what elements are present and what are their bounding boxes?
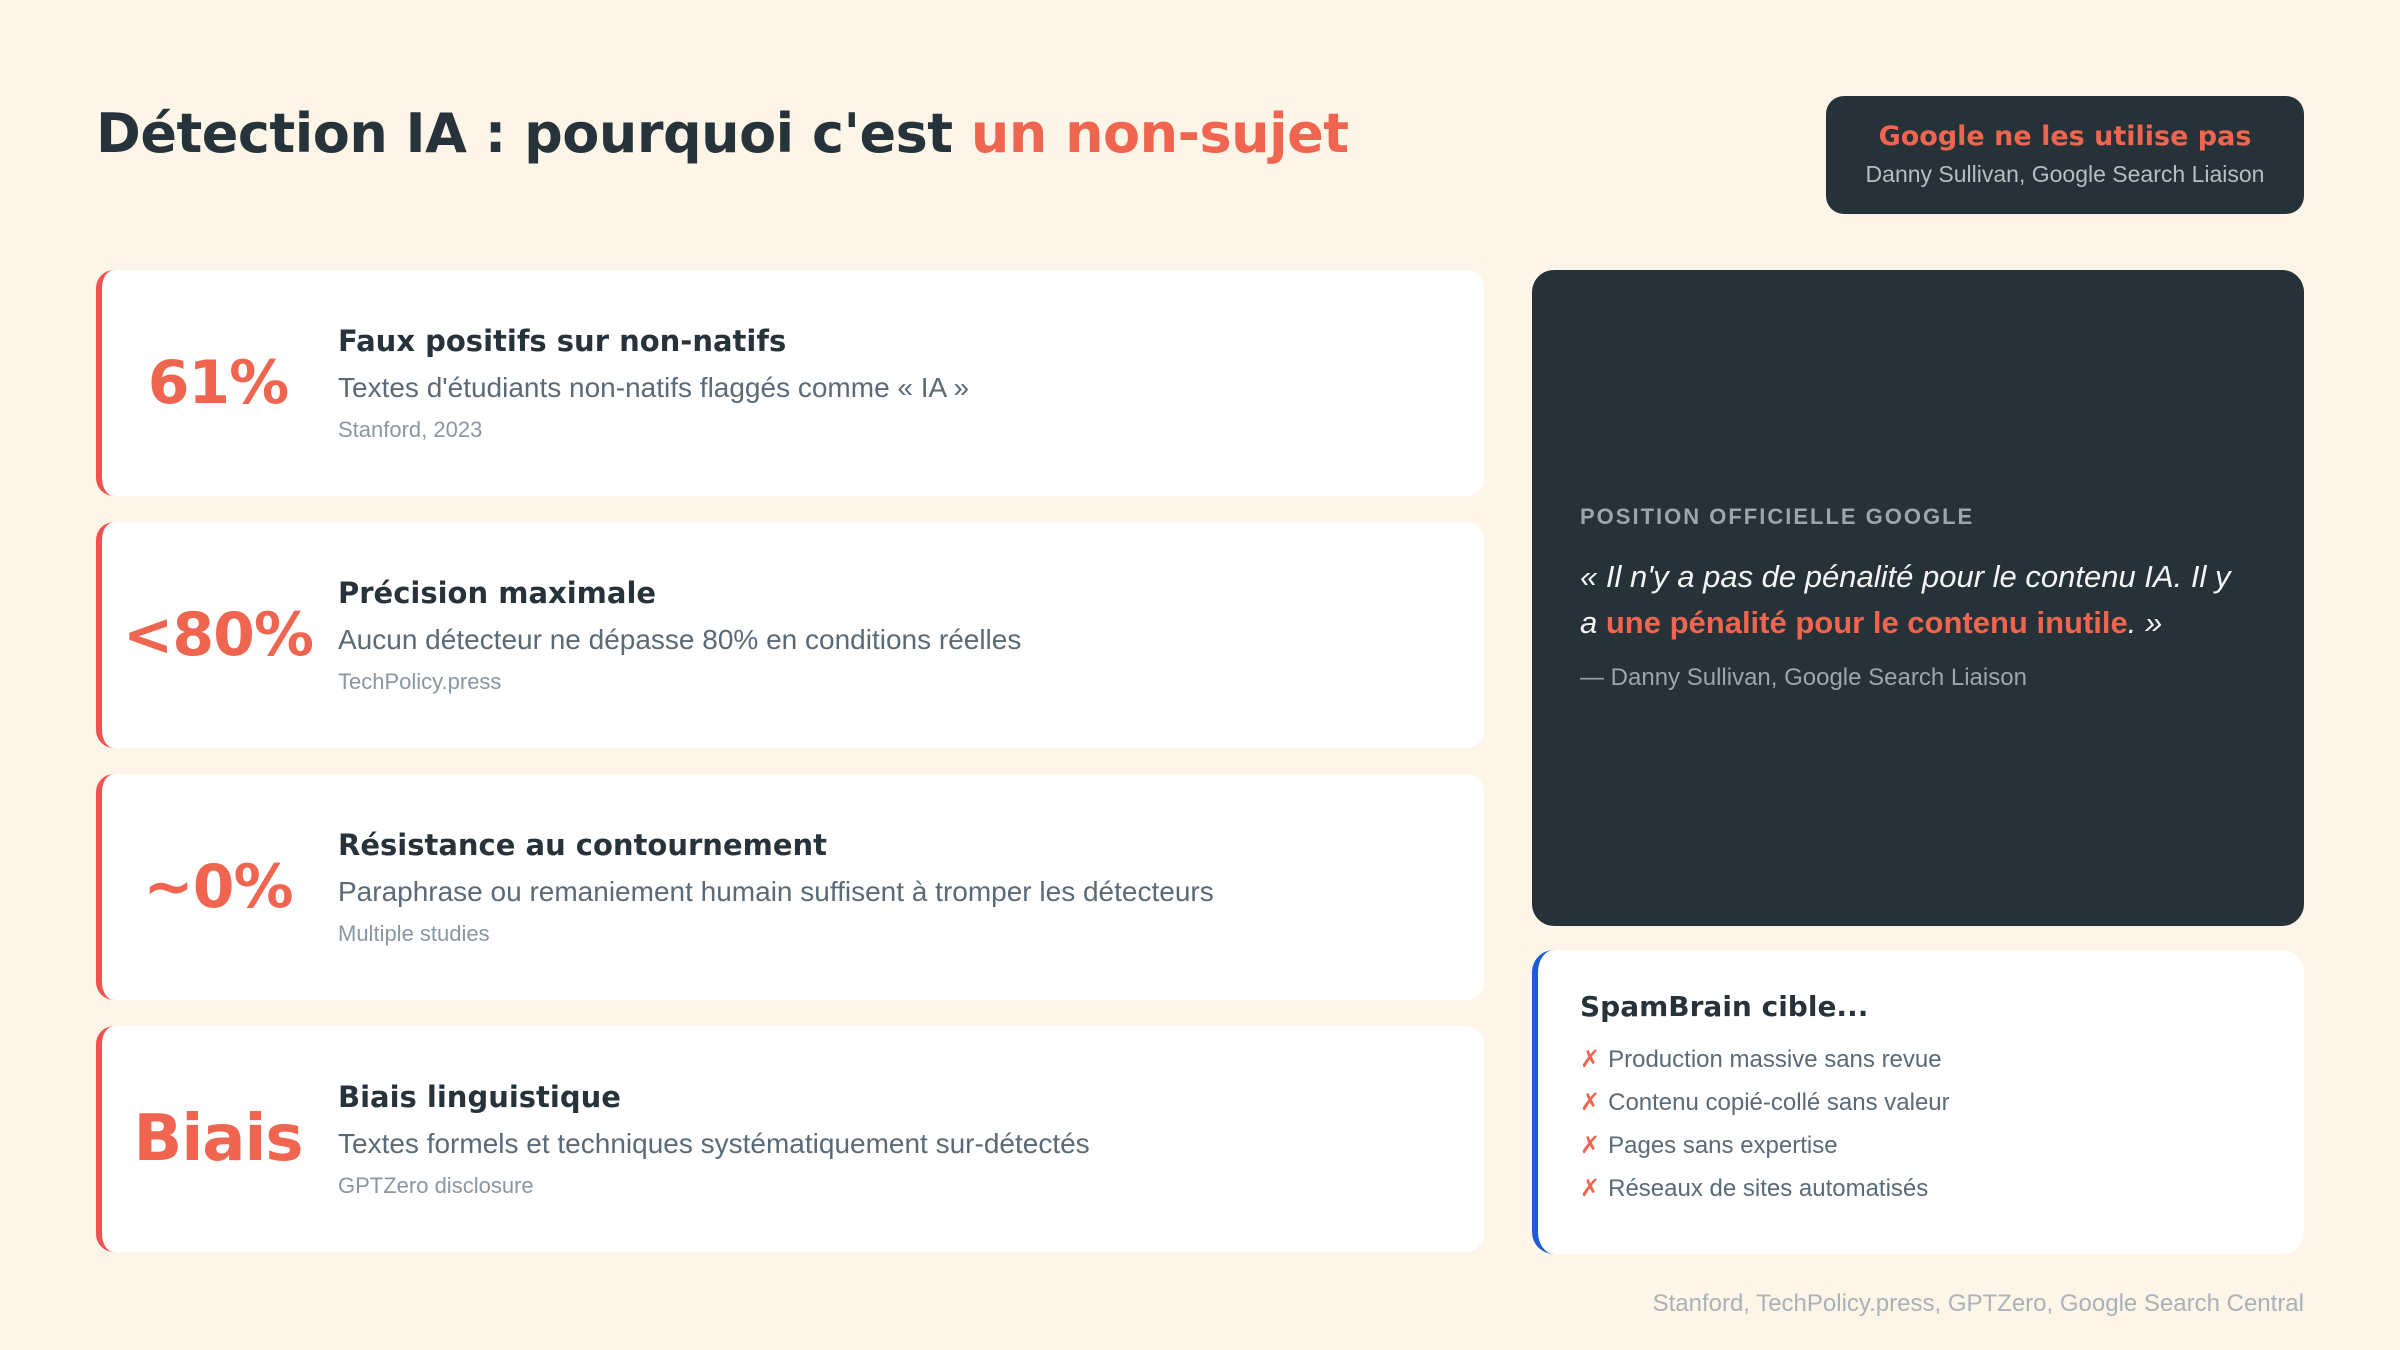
spambrain-item-label: Réseaux de sites automatisés <box>1608 1175 1929 1202</box>
stat-value: Biais <box>133 1102 303 1176</box>
stat-label: Faux positifs sur non-natifs <box>338 324 787 358</box>
page-title-main: Détection IA : pourquoi c'est <box>96 102 953 165</box>
stat-label: Précision maximale <box>338 576 657 610</box>
cross-icon: ✗ <box>1580 1131 1601 1159</box>
stat-card-linguistic-bias <box>96 1026 1484 1252</box>
spambrain-card <box>1532 950 2304 1254</box>
stat-label: Résistance au contournement <box>338 828 828 862</box>
stat-value: <80% <box>123 600 313 670</box>
stat-card-false-positives <box>96 270 1484 496</box>
quote-text-before: « Il n'y a pas de pénalité pour le contenu IA. Il y a <box>1580 559 2231 640</box>
page-title-accent: un non-sujet <box>970 102 1349 165</box>
spambrain-item <box>1580 1124 2304 1167</box>
stat-value: ~0% <box>143 852 293 922</box>
stat-source: Multiple studies <box>338 921 490 946</box>
badge-title: Google ne les utilise pas <box>1878 121 2252 152</box>
spambrain-item <box>1580 1038 2304 1081</box>
spambrain-item-label: Production massive sans revue <box>1608 1046 1942 1073</box>
cross-icon: ✗ <box>1580 1088 1601 1116</box>
stat-label: Biais linguistique <box>338 1080 621 1114</box>
quote-eyebrow: POSITION OFFICIELLE GOOGLE <box>1580 504 1975 529</box>
stat-source: Stanford, 2023 <box>338 417 483 442</box>
quote-attribution: — Danny Sullivan, Google Search Liaison <box>1580 664 2027 691</box>
stat-source: GPTZero disclosure <box>338 1173 534 1198</box>
sources-footer: Stanford, TechPolicy.press, GPTZero, Google Search Central <box>1652 1290 2304 1317</box>
cross-icon: ✗ <box>1580 1174 1601 1202</box>
page-title <box>96 96 1349 172</box>
stat-description: Paraphrase ou remaniement humain suffisent à tromper les détecteurs <box>338 876 1214 907</box>
cross-icon: ✗ <box>1580 1045 1601 1073</box>
stat-value: 61% <box>147 348 289 418</box>
quote-text-after: . » <box>2127 605 2163 640</box>
stat-description: Textes formels et techniques systématiquement sur-détectés <box>338 1128 1090 1159</box>
spambrain-title: SpamBrain cible... <box>1580 990 1869 1023</box>
stat-card-bypass-resistance <box>96 774 1484 1000</box>
badge-subtitle: Danny Sullivan, Google Search Liaison <box>1865 161 2265 187</box>
stat-description: Textes d'étudiants non-natifs flaggés comme « IA » <box>338 372 970 403</box>
stat-description: Aucun détecteur ne dépasse 80% en conditions réelles <box>338 624 1022 655</box>
google-badge <box>1826 96 2304 214</box>
stat-card-max-precision <box>96 522 1484 748</box>
quote-text <box>1580 554 2256 646</box>
spambrain-item <box>1580 1081 2304 1124</box>
spambrain-item-label: Contenu copié-collé sans valeur <box>1608 1089 1950 1116</box>
spambrain-item-label: Pages sans expertise <box>1608 1132 1838 1159</box>
spambrain-item <box>1580 1167 2304 1210</box>
google-position-card <box>1532 270 2304 926</box>
stat-source: TechPolicy.press <box>338 669 502 694</box>
quote-highlight: une pénalité pour le contenu inutile <box>1605 605 2128 640</box>
